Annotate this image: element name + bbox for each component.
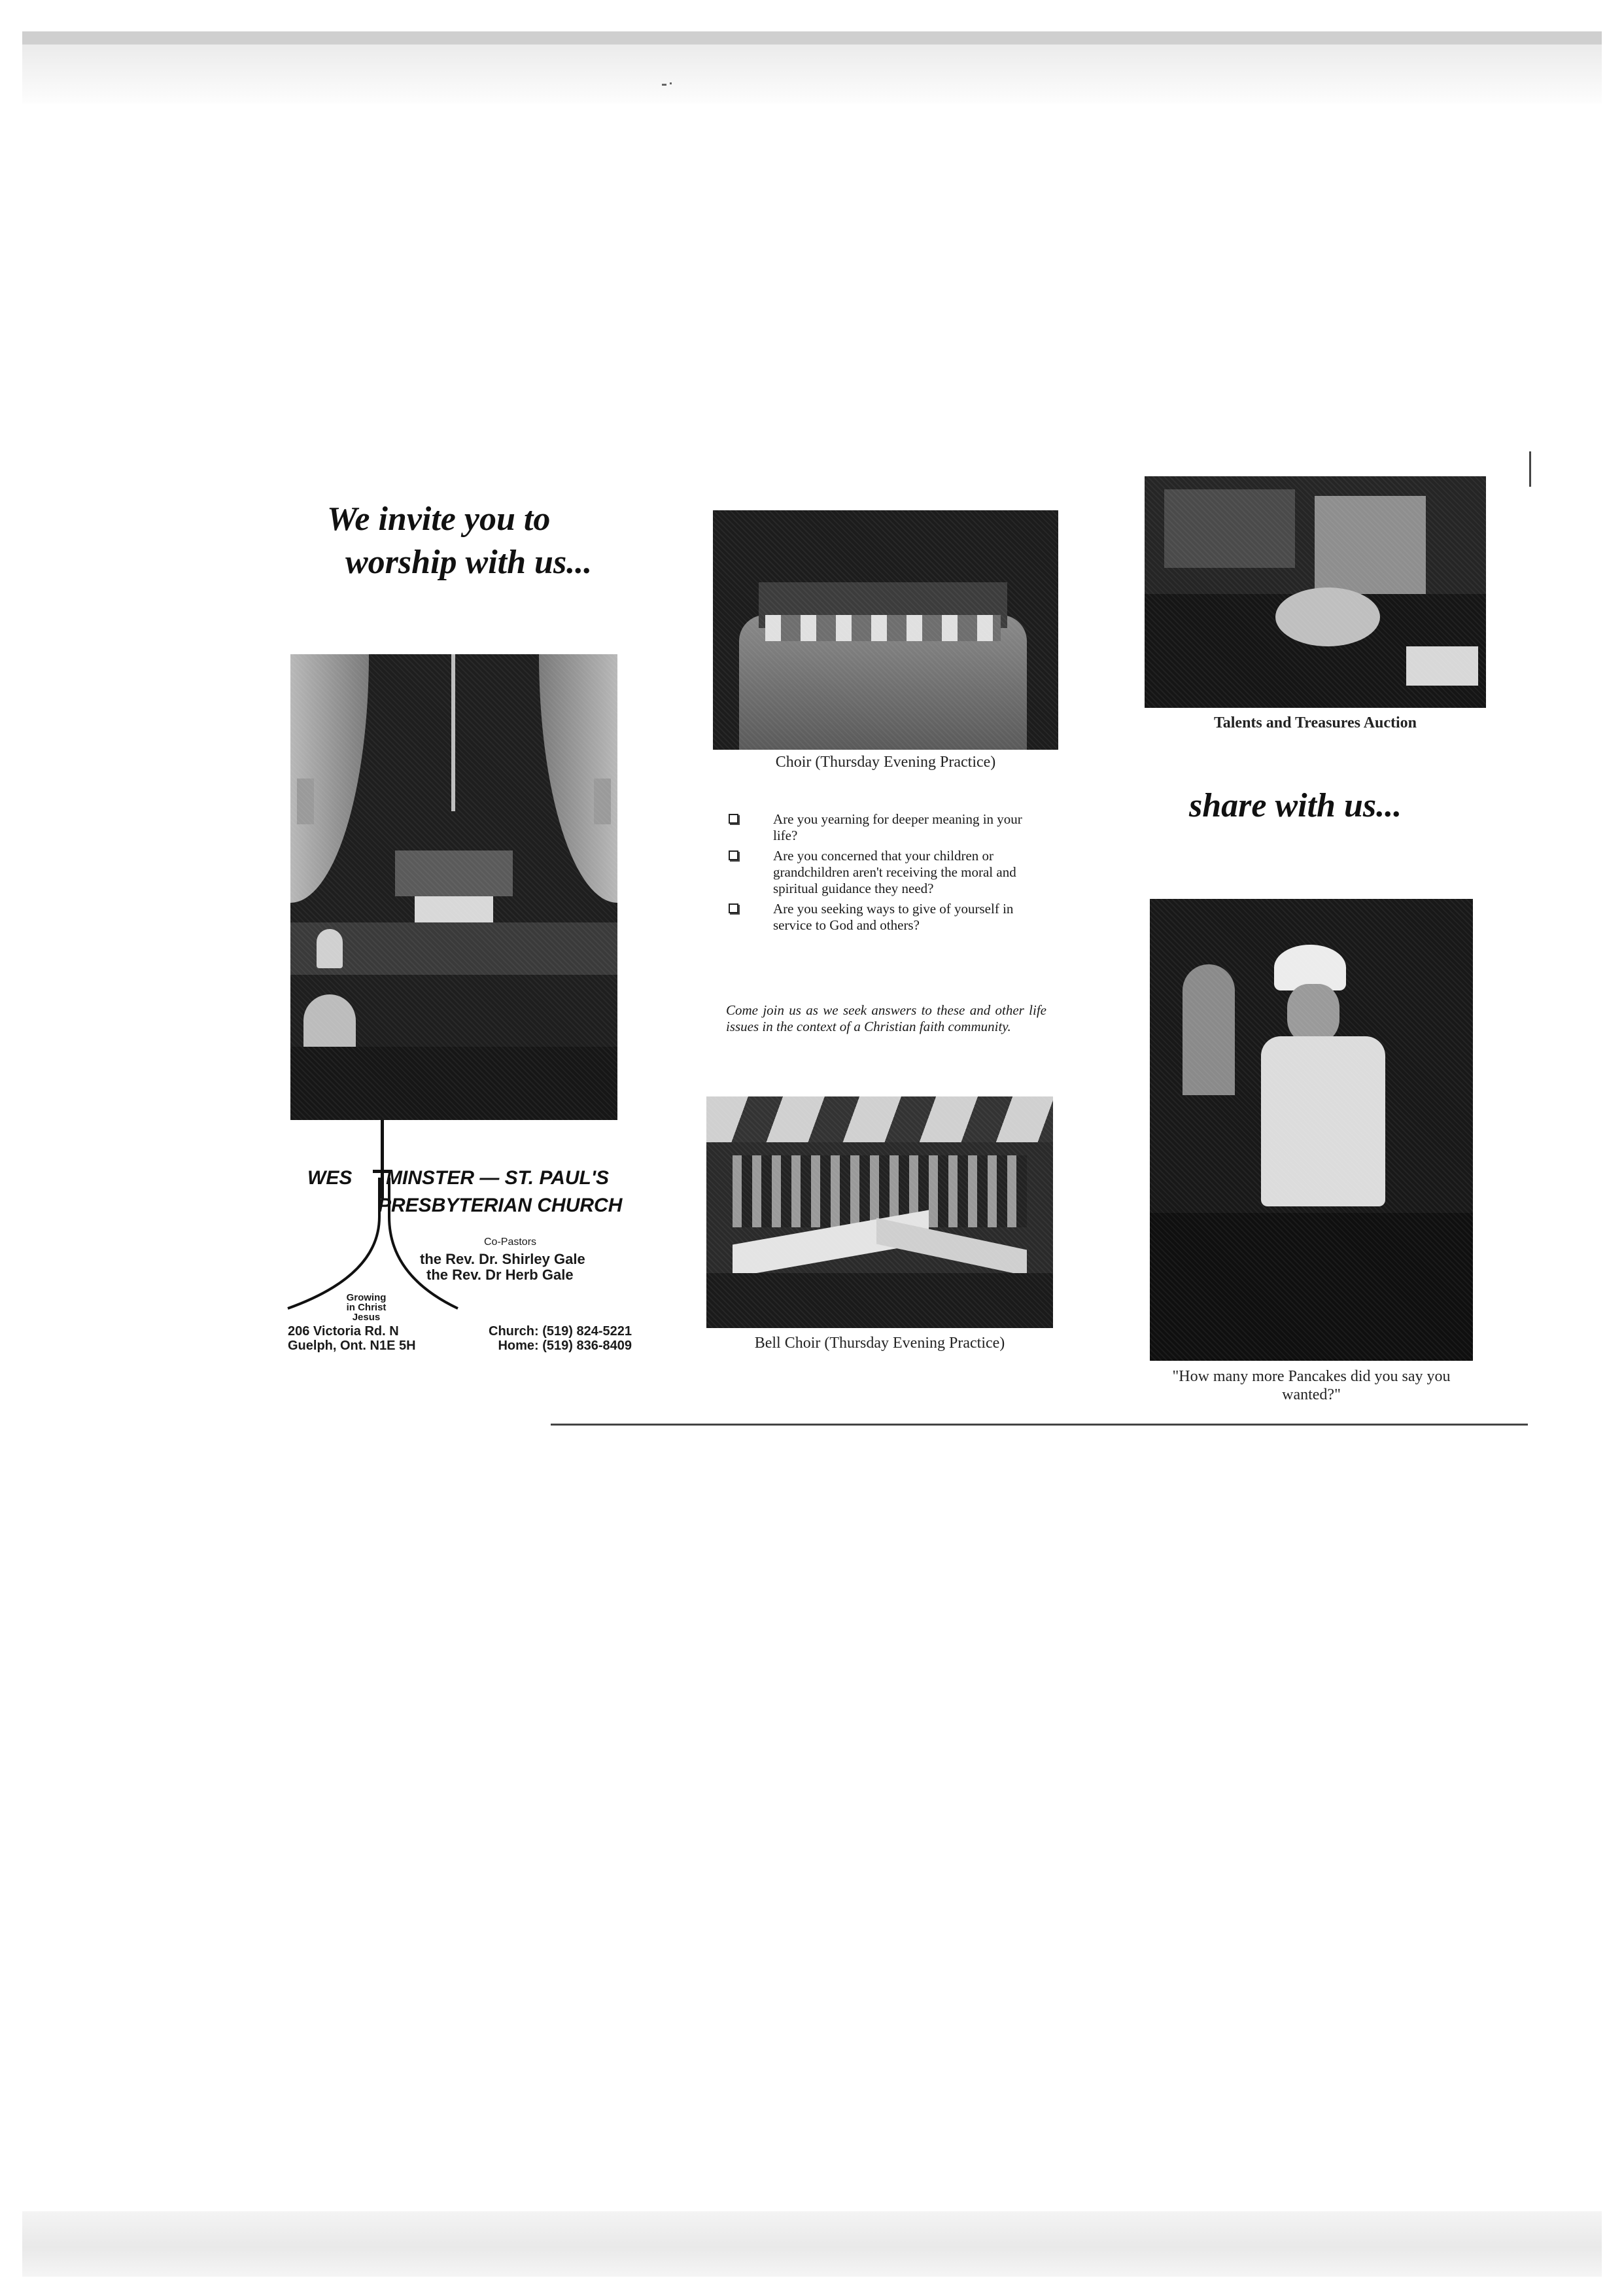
church-name-part2: MINSTER — ST. PAUL'S [386,1167,610,1189]
pastor-2: the Rev. Dr Herb Gale [426,1267,574,1283]
church-phone: Church: (519) 824-5221 [489,1324,632,1339]
auction-photo [1145,476,1486,708]
church-name-line2: PRESBYTERIAN CHURCH [378,1195,623,1216]
checkbox-icon [729,850,738,860]
scan-bottom-band [22,2211,1602,2277]
invitation-text: Come join us as we seek answers to these and other life issues in the context of a Christian faith community. [726,1002,1046,1034]
question-item [726,811,1046,844]
choir-caption: Choir (Thursday Evening Practice) [775,754,996,771]
pancakes-caption: "How many more Pancakes did you say you wanted?" [1172,1368,1451,1403]
invite-heading-line2: worship with us... [345,544,593,581]
co-pastors-label: Co-Pastors [484,1236,537,1248]
checkbox-icon [729,814,738,824]
scan-speck [662,84,666,86]
bell-choir-photo [706,1096,1053,1328]
church-name-part1: WES [307,1167,353,1189]
question-text: Are you concerned that your children or grandchildren aren't receiving the moral and spiritual guidance they need? [773,848,1016,896]
question-text: Are you yearning for deeper meaning in your life? [773,811,1022,843]
invite-heading-line1: We invite you to [327,500,551,538]
share-heading: share with us... [1189,787,1402,824]
phone-numbers [475,1324,632,1353]
logo-tagline [340,1293,392,1322]
bottom-rule [551,1424,1528,1426]
auction-caption: Talents and Treasures Auction [1213,714,1417,731]
fold-mark [1529,451,1531,487]
sanctuary-photo [290,654,617,1120]
questions-list [726,811,1046,937]
address-line1: 206 Victoria Rd. N [288,1324,399,1339]
checkbox-icon [729,903,738,913]
bell-choir-caption: Bell Choir (Thursday Evening Practice) [754,1335,1005,1352]
home-phone: Home: (519) 836-8409 [498,1339,632,1353]
pastor-1: the Rev. Dr. Shirley Gale [420,1251,585,1267]
scan-speck [670,82,672,84]
question-item [726,901,1046,934]
choir-photo [713,510,1058,750]
tagline-line2: in Christ Jesus [346,1302,387,1323]
address [288,1324,416,1353]
address-line2: Guelph, Ont. N1E 5H [288,1339,416,1353]
scan-top-band [22,31,1602,103]
tagline-line1: Growing [346,1292,387,1303]
pancake-chef-photo [1150,899,1473,1361]
question-item [726,848,1046,897]
question-text: Are you seeking ways to give of yourself in service to God and others? [773,901,1014,933]
